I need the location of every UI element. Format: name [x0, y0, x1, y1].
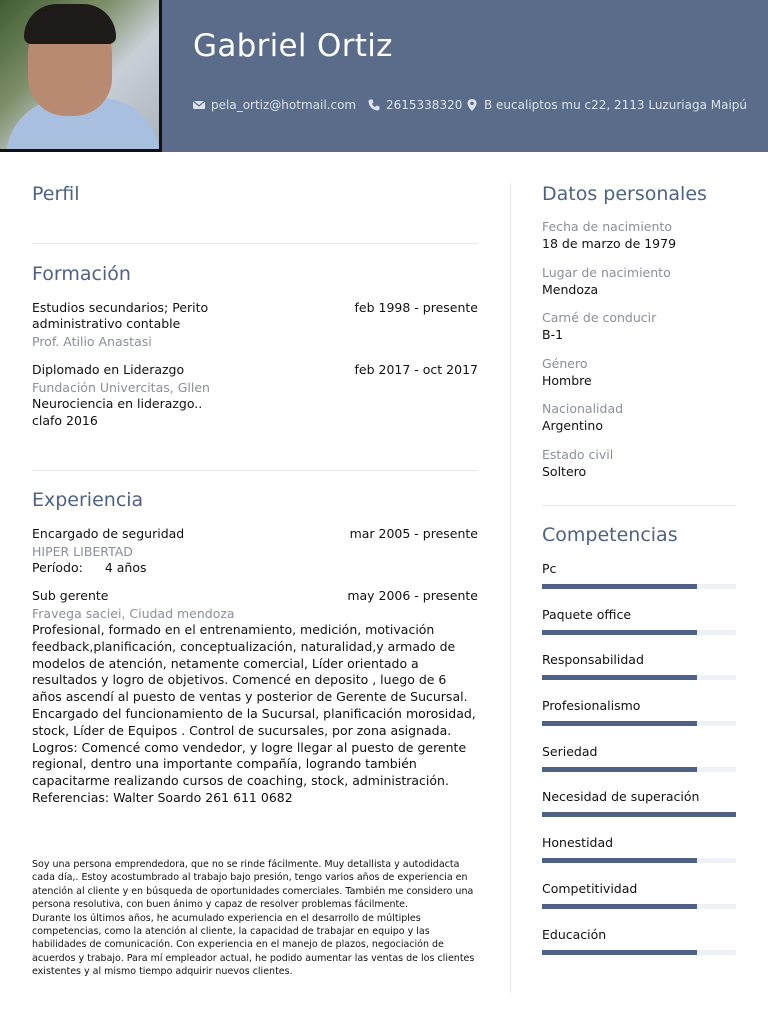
skill-level-bar	[542, 721, 736, 726]
section-title-formacion: Formación	[32, 263, 131, 285]
personal-data-list	[542, 219, 736, 493]
section-title-experiencia: Experiencia	[32, 489, 144, 511]
education-entry	[32, 300, 478, 350]
personal-data-value: Argentino	[542, 418, 603, 434]
skill-level-bar	[542, 584, 736, 589]
experience-achievements: Logros: Comencé como vendedor, y logre llegar al puesto de gerente regional, dentro una importante compañía, logrando también capacitarme realizando cursos de coaching, stock, administración. Referencias: Walter Soardo 261 611 0682	[32, 739, 467, 805]
phone-text: 2615338320	[386, 98, 463, 112]
experience-company: HIPER LIBERTAD	[32, 544, 133, 559]
experience-company: Fravega saciei, Ciudad mendoza	[32, 606, 235, 621]
personal-data-label: Lugar de nacimiento	[542, 264, 671, 280]
period-label: Período:	[32, 560, 83, 575]
personal-data-item	[542, 447, 736, 493]
personal-data-value: Mendoza	[542, 281, 599, 297]
skill-level-fill	[542, 584, 697, 589]
skill-level-bar	[542, 858, 736, 863]
skill-level-bar	[542, 675, 736, 680]
address-text: B eucaliptos mu c22, 2113 Luzuriaga Maipú	[484, 98, 747, 112]
personal-data-item	[542, 219, 736, 265]
skill-level-fill	[542, 904, 697, 909]
experience-period	[32, 560, 478, 577]
profile-photo	[0, 0, 162, 152]
education-date: feb 2017 - oct 2017	[354, 362, 478, 377]
personal-data-item	[542, 401, 736, 447]
personal-data-label: Género	[542, 355, 588, 371]
skill-name: Seriedad	[542, 743, 598, 759]
personal-data-value: Soltero	[542, 463, 587, 479]
education-entry	[32, 362, 478, 430]
personal-data-value: B-1	[542, 327, 564, 343]
skills-list	[542, 561, 736, 972]
experience-description: Profesional, formado en el entrenamiento, medición, motivación feedback,planificación, conceptualización, naturalidad,y armado de modelos de atención, netamente comercial, Líder orientado a resultados y logro de objetivos. Comencé en deposito , luego de 6 años ascendí al puesto de ventas y posterior de Gerente de Sucursal. Encargado del funcionamiento de la Sucursal, planificación morosidad, stock, Líder de Equipos . Control de sucursales, por zona asignada.	[32, 622, 476, 738]
profile-summary	[32, 858, 478, 979]
personal-data-label: Estado civil	[542, 446, 614, 462]
education-date: feb 1998 - presente	[354, 300, 478, 315]
skill-name: Profesionalismo	[542, 698, 641, 714]
skill-item	[542, 652, 736, 698]
skill-item	[542, 607, 736, 653]
personal-data-item	[542, 356, 736, 402]
skill-level-fill	[542, 858, 697, 863]
experience-title: Sub gerente	[32, 588, 109, 603]
education-institution: Prof. Atilio Anastasi	[32, 334, 152, 349]
skill-item	[542, 698, 736, 744]
summary-paragraph: Durante los últimos años, he acumulado experiencia en el desarrollo de múltiples competencias, como la atención al cliente, la capacidad de trabajar en equipo y las habilidades de comunicación. Con experiencia en el manejo de plazos, negociación de acuerdos y trabajo. Para mí empleador actual, he podido aumentar las ventas de los clientes existentes y al mismo tiempo adquirir nuevos clientes.	[32, 912, 475, 978]
skill-item	[542, 835, 736, 881]
contact-address	[466, 98, 747, 112]
skill-name: Competitividad	[542, 880, 638, 896]
skill-level-fill	[542, 812, 736, 817]
contact-phone[interactable]	[368, 98, 462, 112]
personal-data-item	[542, 310, 736, 356]
header	[0, 0, 768, 152]
experience-entry	[32, 526, 478, 577]
section-title-perfil: Perfil	[32, 183, 80, 205]
skill-item	[542, 744, 736, 790]
contact-email[interactable]	[193, 98, 356, 112]
skill-name: Necesidad de superación	[542, 789, 700, 805]
skill-level-bar	[542, 630, 736, 635]
skill-level-bar	[542, 950, 736, 955]
period-value: 4 años	[104, 560, 147, 575]
personal-data-label: Nacionalidad	[542, 401, 624, 417]
education-title: Estudios secundarios; Perito administrativo contable	[32, 300, 209, 331]
experience-entry	[32, 588, 478, 807]
skill-name: Paquete office	[542, 606, 632, 622]
section-title-competencias: Competencias	[542, 524, 678, 546]
skill-name: Pc	[542, 561, 557, 576]
education-description: Neurociencia en liderazgo.. clafo 2016	[32, 396, 203, 428]
experience-date: mar 2005 - presente	[349, 526, 478, 541]
skill-level-fill	[542, 721, 697, 726]
skill-item	[542, 927, 736, 973]
personal-data-item	[542, 265, 736, 311]
phone-icon	[368, 99, 380, 111]
skill-name: Responsabilidad	[542, 652, 644, 668]
personal-data-value: 18 de marzo de 1979	[542, 236, 677, 251]
personal-data-label: Carné de conducir	[542, 310, 657, 326]
divider	[32, 470, 478, 471]
email-icon	[193, 99, 205, 111]
column-divider	[510, 183, 511, 993]
skill-item	[542, 881, 736, 927]
education-institution: Fundación Univercitas, Gllen	[32, 380, 210, 395]
location-pin-icon	[466, 99, 478, 111]
experience-title: Encargado de seguridad	[32, 526, 185, 541]
skill-item	[542, 561, 736, 607]
skill-level-bar	[542, 904, 736, 909]
skill-level-fill	[542, 630, 697, 635]
section-title-datos: Datos personales	[542, 183, 707, 205]
skill-level-bar	[542, 812, 736, 817]
skill-item	[542, 789, 736, 835]
divider	[32, 243, 478, 244]
divider	[542, 505, 736, 506]
experience-date: may 2006 - presente	[347, 588, 478, 603]
education-title: Diplomado en Liderazgo	[32, 362, 185, 377]
email-text: pela_ortiz@hotmail.com	[211, 98, 357, 112]
skill-level-fill	[542, 675, 697, 680]
skill-level-fill	[542, 767, 697, 772]
skill-name: Honestidad	[542, 835, 614, 851]
personal-data-value: Hombre	[542, 372, 592, 388]
summary-paragraph: Soy una persona emprendedora, que no se rinde fácilmente. Muy detallista y autodidacta cada día,. Estoy acostumbrado al trabajo bajo presión, tengo varios años de experiencia en atención al cliente y en búsqueda de oportunidades comerciales. También me considero una persona resolutiva, con buen ánimo y capaz de resolver problemas fácilmente.	[32, 859, 474, 911]
skill-name: Educación	[542, 926, 607, 942]
personal-data-label: Fecha de nacimiento	[542, 219, 672, 234]
skill-level-bar	[542, 767, 736, 772]
candidate-name: Gabriel Ortiz	[193, 28, 393, 64]
skill-level-fill	[542, 950, 697, 955]
